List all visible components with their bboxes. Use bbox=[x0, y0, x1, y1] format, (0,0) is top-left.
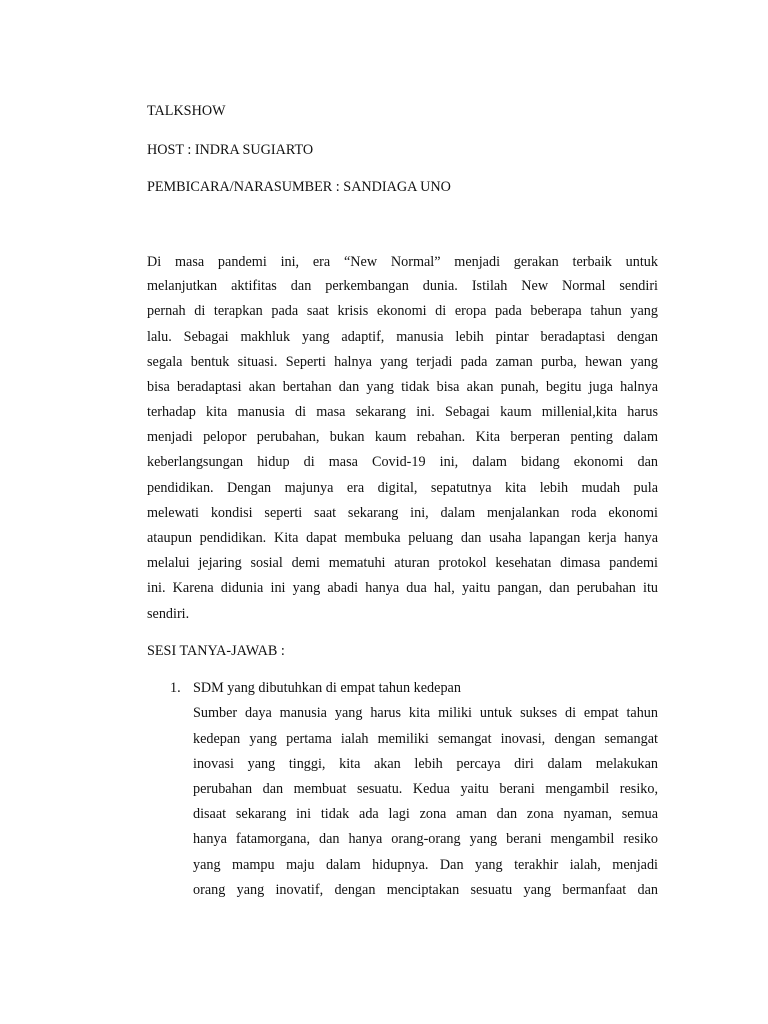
paragraph-line: pendidikan. Dengan majunya era digital, sepatutnya kita lebih mudah pula bbox=[147, 480, 658, 496]
paragraph-line: melewati kondisi seperti saat sekarang ini, dalam menjalankan roda ekonomi bbox=[147, 505, 658, 521]
paragraph-line: menjadi pelopor perubahan, bukan kaum rebahan. Kita berperan penting dalam bbox=[147, 429, 658, 445]
paragraph-line: pernah di terapkan pada saat krisis ekonomi di eropa pada beberapa tahun yang bbox=[147, 303, 658, 319]
paragraph-line: bisa beradaptasi akan bertahan dan yang tidak bisa akan punah, begitu juga halnya bbox=[147, 379, 658, 395]
list-number: 1. bbox=[170, 680, 181, 696]
answer-line: inovasi yang tinggi, kita akan lebih percaya diri dalam melakukan bbox=[193, 756, 658, 772]
document-title: TALKSHOW bbox=[147, 103, 226, 119]
paragraph-line: ataupun pendidikan. Kita dapat membuka peluang dan usaha lapangan kerja hanya bbox=[147, 530, 658, 546]
paragraph-line: terhadap kita manusia di masa sekarang ini. Sebagai kaum millenial,kita harus bbox=[147, 404, 658, 420]
answer-line: perubahan dan membuat sesuatu. Kedua yaitu berani mengambil resiko, bbox=[193, 781, 658, 797]
answer-line: hanya fatamorgana, dan hanya orang-orang yang berani mengambil resiko bbox=[193, 831, 658, 847]
answer-line: disaat sekarang ini tidak ada lagi zona aman dan zona nyaman, semua bbox=[193, 806, 658, 822]
question-title: SDM yang dibutuhkan di empat tahun kedepan bbox=[193, 680, 461, 696]
answer-line: yang mampu maju dalam hidupnya. Dan yang terakhir ialah, menjadi bbox=[193, 857, 658, 873]
host-line: HOST : INDRA SUGIARTO bbox=[147, 142, 314, 158]
paragraph-line: Di masa pandemi ini, era “New Normal” menjadi gerakan terbaik untuk bbox=[147, 254, 658, 270]
paragraph-line: melanjutkan aktifitas dan perkembangan dunia. Istilah New Normal sendiri bbox=[147, 278, 658, 294]
paragraph-line: sendiri. bbox=[147, 606, 190, 622]
answer-line: kedepan yang pertama ialah memiliki semangat inovasi, dengan semangat bbox=[193, 731, 658, 747]
paragraph-line: segala bentuk situasi. Seperti halnya yang terjadi pada zaman purba, hewan yang bbox=[147, 354, 658, 370]
qa-heading: SESI TANYA-JAWAB : bbox=[147, 643, 285, 659]
paragraph-line: melalui jejaring sosial demi mematuhi aturan protokol kesehatan dimasa pandemi bbox=[147, 555, 658, 571]
paragraph-line: keberlangsungan hidup di masa Covid-19 ini, dalam bidang ekonomi dan bbox=[147, 454, 658, 470]
answer-line: Sumber daya manusia yang harus kita miliki untuk sukses di empat tahun bbox=[193, 705, 658, 721]
speaker-line: PEMBICARA/NARASUMBER : SANDIAGA UNO bbox=[147, 179, 451, 195]
paragraph-line: ini. Karena didunia ini yang abadi hanya dua hal, yaitu pangan, dan perubahan itu bbox=[147, 580, 658, 596]
paragraph-line: lalu. Sebagai makhluk yang adaptif, manusia lebih pintar beradaptasi dengan bbox=[147, 329, 658, 345]
answer-line: orang yang inovatif, dengan menciptakan sesuatu yang bermanfaat dan bbox=[193, 882, 658, 898]
